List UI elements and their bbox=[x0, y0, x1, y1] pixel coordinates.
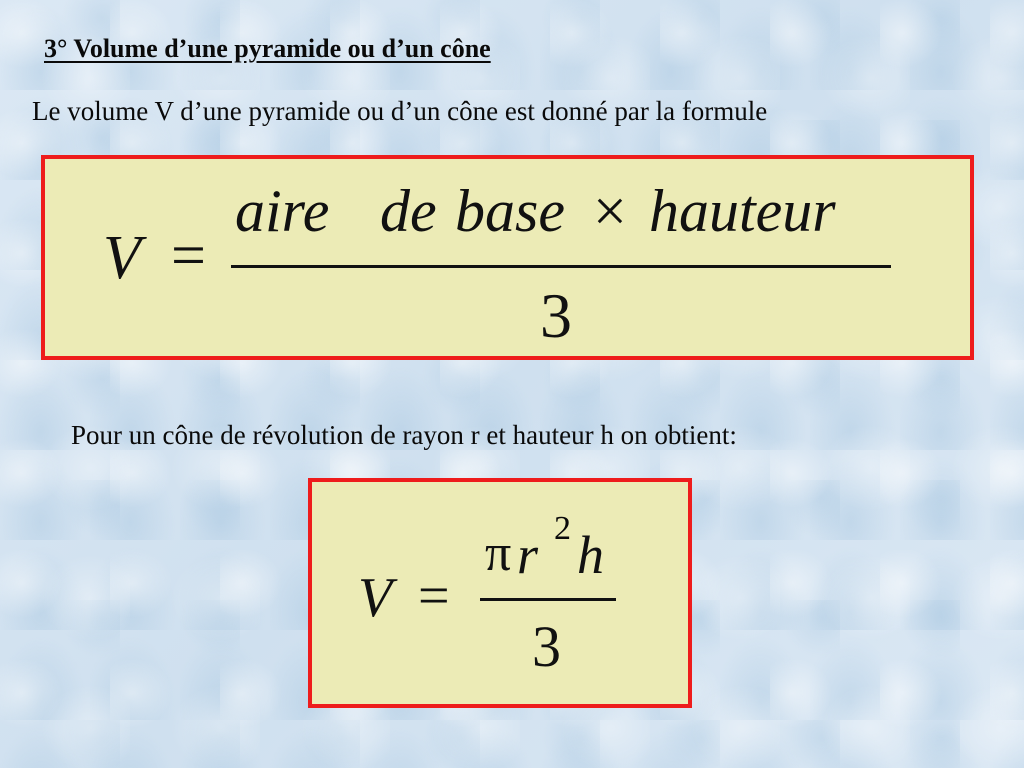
numerator-de: de bbox=[380, 178, 437, 244]
pi-symbol: π bbox=[485, 525, 512, 582]
formula-box-general bbox=[41, 155, 974, 360]
numerator-base: base bbox=[455, 178, 565, 244]
denominator: 3 bbox=[540, 280, 572, 351]
numerator-hauteur: hauteur bbox=[649, 178, 836, 244]
radius-r: r bbox=[517, 525, 539, 585]
formula-box-cone bbox=[308, 478, 692, 708]
intro-text: Le volume V d’une pyramide ou d’un cône est donné par la formule bbox=[32, 96, 768, 126]
cone-intro-text: Pour un cône de révolution de rayon r et hauteur h on obtient: bbox=[71, 420, 737, 450]
cone-denominator: 3 bbox=[532, 614, 561, 679]
formula-lhs: V bbox=[103, 224, 141, 292]
exponent-two: 2 bbox=[554, 510, 571, 547]
fraction-bar bbox=[231, 265, 891, 268]
slide-title: 3° Volume d’une pyramide ou d’un cône bbox=[44, 34, 491, 63]
cone-formula-equals: = bbox=[418, 565, 450, 627]
cone-fraction-bar bbox=[480, 598, 616, 601]
numerator-times: × bbox=[593, 178, 627, 244]
height-h: h bbox=[577, 525, 604, 585]
cone-formula-lhs: V bbox=[358, 567, 393, 629]
formula-equals: = bbox=[171, 222, 206, 290]
numerator-aire: aire bbox=[235, 178, 330, 244]
